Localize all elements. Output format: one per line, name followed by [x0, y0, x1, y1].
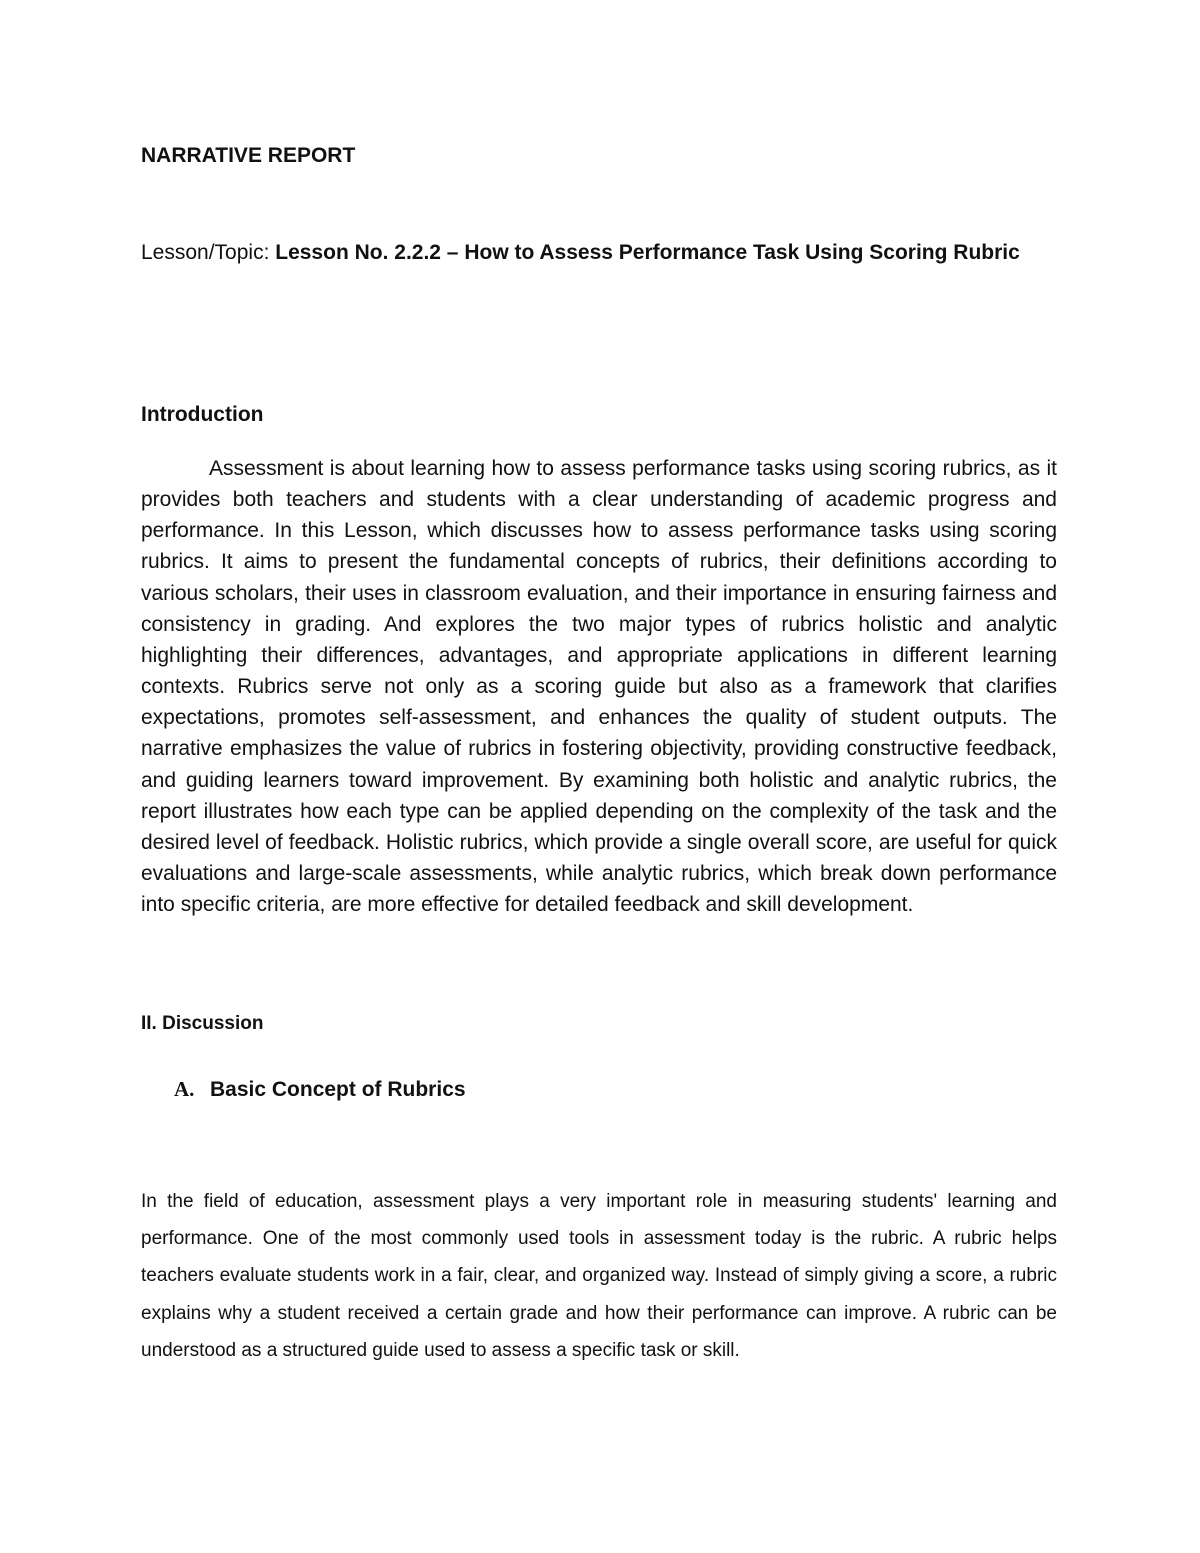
discussion-heading: II. Discussion [141, 1013, 264, 1034]
lesson-topic [141, 233, 1057, 273]
report-title: NARRATIVE REPORT [141, 144, 356, 167]
section-a-title: Basic Concept of Rubrics [210, 1078, 466, 1101]
introduction-heading: Introduction [141, 403, 264, 426]
section-a-letter: A. [174, 1077, 195, 1101]
introduction-paragraph: Assessment is about learning how to assess performance tasks using scoring rubrics, as it provides both teachers and students with a clear understanding of academic progress and performance. In this Lesson, which discusses how to assess performance tasks using scoring rubrics. It aims to present the fundamental concepts of rubrics, their definitions according to various scholars, their uses in classroom evaluation, and their importance in ensuring fairness and consistency in grading. And explores the two major types of rubrics holistic and analytic highlighting their differences, advantages, and appropriate applications in different learning contexts. Rubrics serve not only as a scoring guide but also as a framework that clarifies expectations, promotes self-assessment, and enhances the quality of student outputs. The narrative emphasizes the value of rubrics in fostering objectivity, providing constructive feedback, and guiding learners toward improvement. By examining both holistic and analytic rubrics, the report illustrates how each type can be applied depending on the complexity of the task and the desired level of feedback. Holistic rubrics, which provide a single overall score, are useful for quick evaluations and large-scale assessments, while analytic rubrics, which break down performance into specific criteria, are more effective for detailed feedback and skill development. [141, 457, 1057, 917]
section-a-heading [174, 1075, 1034, 1104]
lesson-topic-value: Lesson No. 2.2.2 – How to Assess Performance Task Using Scoring Rubric [275, 241, 1020, 264]
discussion-paragraph: In the field of education, assessment plays a very important role in measuring students' learning and performance. One of the most commonly used tools in assessment today is the rubric. A rubric helps teachers evaluate students work in a fair, clear, and organized way. Instead of simply giving a score, a rubric explains why a student received a certain grade and how their performance can improve. A rubric can be understood as a structured guide used to assess a specific task or skill. [141, 1191, 1057, 1361]
lesson-topic-label: Lesson/Topic: [141, 241, 276, 264]
